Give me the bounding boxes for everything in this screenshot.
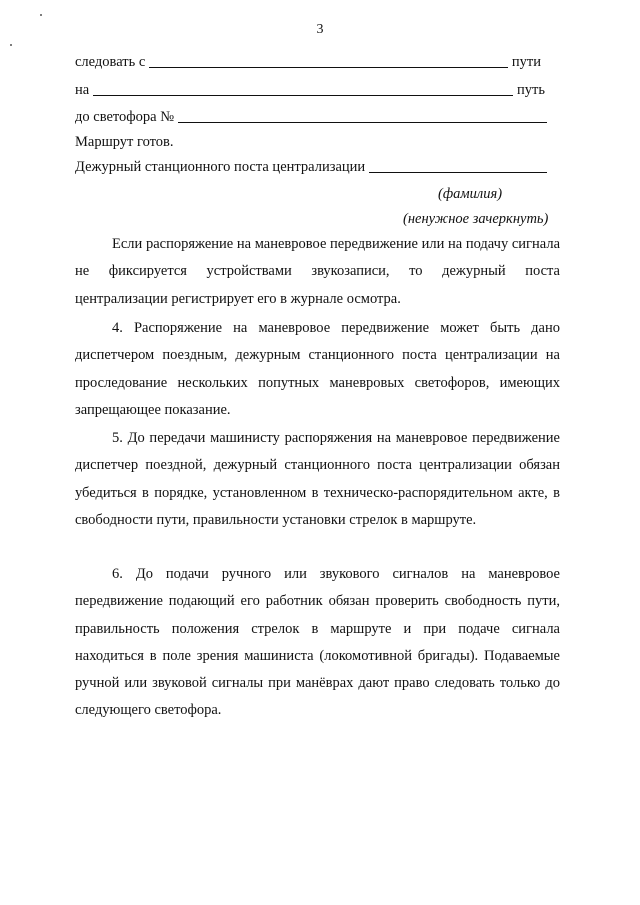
follow-from-row — [75, 54, 547, 71]
dispatcher-row — [75, 159, 547, 176]
scan-speck — [40, 14, 42, 16]
dispatcher-label: Дежурный станционного поста централизации — [75, 159, 366, 175]
to-blank — [93, 94, 513, 96]
follow-from-blank — [149, 66, 508, 68]
paragraph-5: 5. До передачи машинисту распоряжения на маневровое передвижение диспетчер поездной, дежурный станционного поста централизации обязан убедиться в порядке, установленном в техническо-распорядительном акте, в свободности пути, правильности установки стрелок в маршруте. — [75, 430, 560, 528]
paragraph-audio-record: Если распоряжение на маневровое передвижение или на подачу сигнала не фиксируется устройствами звукозаписи, то дежурный поста централизации регистрирует его в журнале осмотра. — [75, 236, 560, 307]
strike-hint: (ненужное зачеркнуть) — [403, 211, 549, 227]
scan-speck — [10, 44, 12, 46]
follow-from-suffix: пути — [511, 54, 541, 70]
signal-blank — [178, 121, 547, 123]
dispatcher-blank — [369, 171, 547, 173]
surname-hint: (фамилия) — [438, 186, 503, 202]
follow-from-label: следовать с — [75, 54, 146, 70]
route-ready-text: Маршрут готов. — [75, 134, 174, 150]
page-number: 3 — [316, 22, 324, 37]
to-row — [75, 82, 547, 99]
signal-row — [75, 109, 547, 126]
to-label: на — [75, 82, 90, 98]
signal-label: до светофора № — [75, 109, 175, 125]
paragraph-6: 6. До подачи ручного или звукового сигналов на маневровое передвижение подающий его работник обязан проверить свободность пути, правильность положения стрелок в маршруте и при подаче сигнала находиться в поле зрения машиниста (локомотивной бригады). Подаваемые ручной или звуковой сигналы при манёврах дают право следовать только до следующего светофора. — [75, 566, 560, 719]
to-suffix: путь — [517, 82, 545, 98]
paragraph-4: 4. Распоряжение на маневровое передвижение может быть дано диспетчером поездным, дежурным станционного поста централизации на проследование нескольких попутных маневровых светофоров, имеющих запрещающее показание. — [75, 320, 560, 418]
